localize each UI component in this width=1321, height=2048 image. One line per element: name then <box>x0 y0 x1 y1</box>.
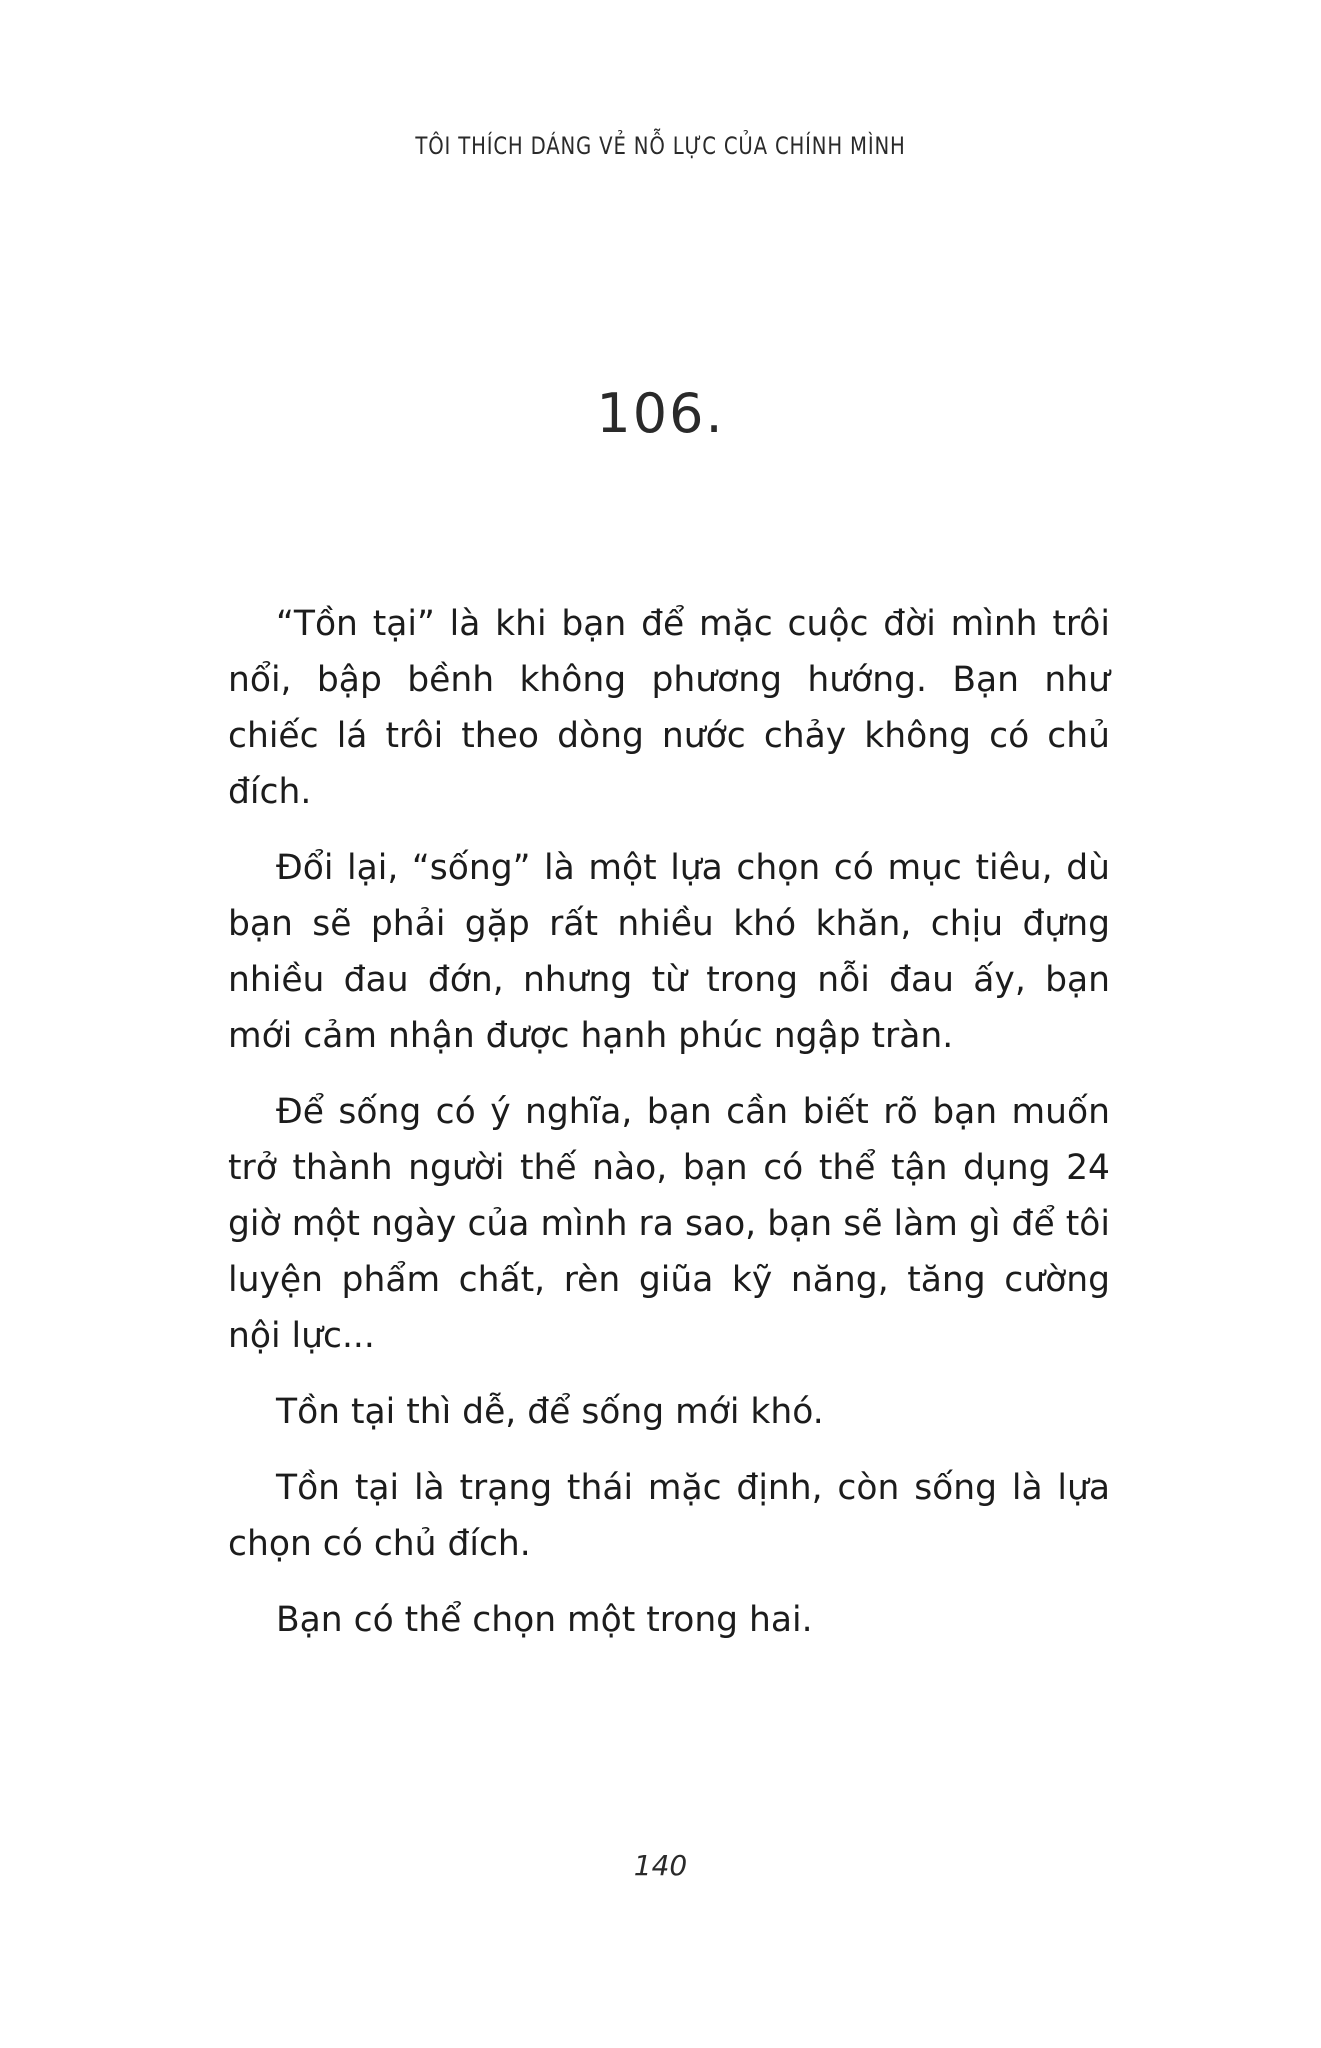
body-text <box>228 596 1110 1668</box>
chapter-number: 106. <box>596 382 725 445</box>
paragraph: Bạn có thể chọn một trong hai. <box>276 1600 813 1640</box>
paragraph: “Tồn tại” là khi bạn để mặc cuộc đời mình trôi nổi, bập bềnh không phương hướng. Bạn như chiếc lá trôi theo dòng nước chảy không có chủ đích. <box>228 604 1110 812</box>
paragraph: Để sống có ý nghĩa, bạn cần biết rõ bạn muốn trở thành người thế nào, bạn có thể tận dụng 24 giờ một ngày của mình ra sao, bạn sẽ làm gì để tôi luyện phẩm chất, rèn giũa kỹ năng, tăng cường nội lực... <box>228 1092 1110 1356</box>
paragraph: Đổi lại, “sống” là một lựa chọn có mục tiêu, dù bạn sẽ phải gặp rất nhiều khó khăn, chịu đựng nhiều đau đớn, nhưng từ trong nỗi đau ấy, bạn mới cảm nhận được hạnh phúc ngập tràn. <box>228 848 1110 1056</box>
paragraph: Tồn tại thì dễ, để sống mới khó. <box>276 1392 824 1432</box>
paragraph: Tồn tại là trạng thái mặc định, còn sống là lựa chọn có chủ đích. <box>228 1468 1110 1564</box>
running-header: TÔI THÍCH DÁNG VẺ NỖ LỰC CỦA CHÍNH MÌNH <box>415 132 906 160</box>
page-number: 140 <box>633 1849 688 1882</box>
